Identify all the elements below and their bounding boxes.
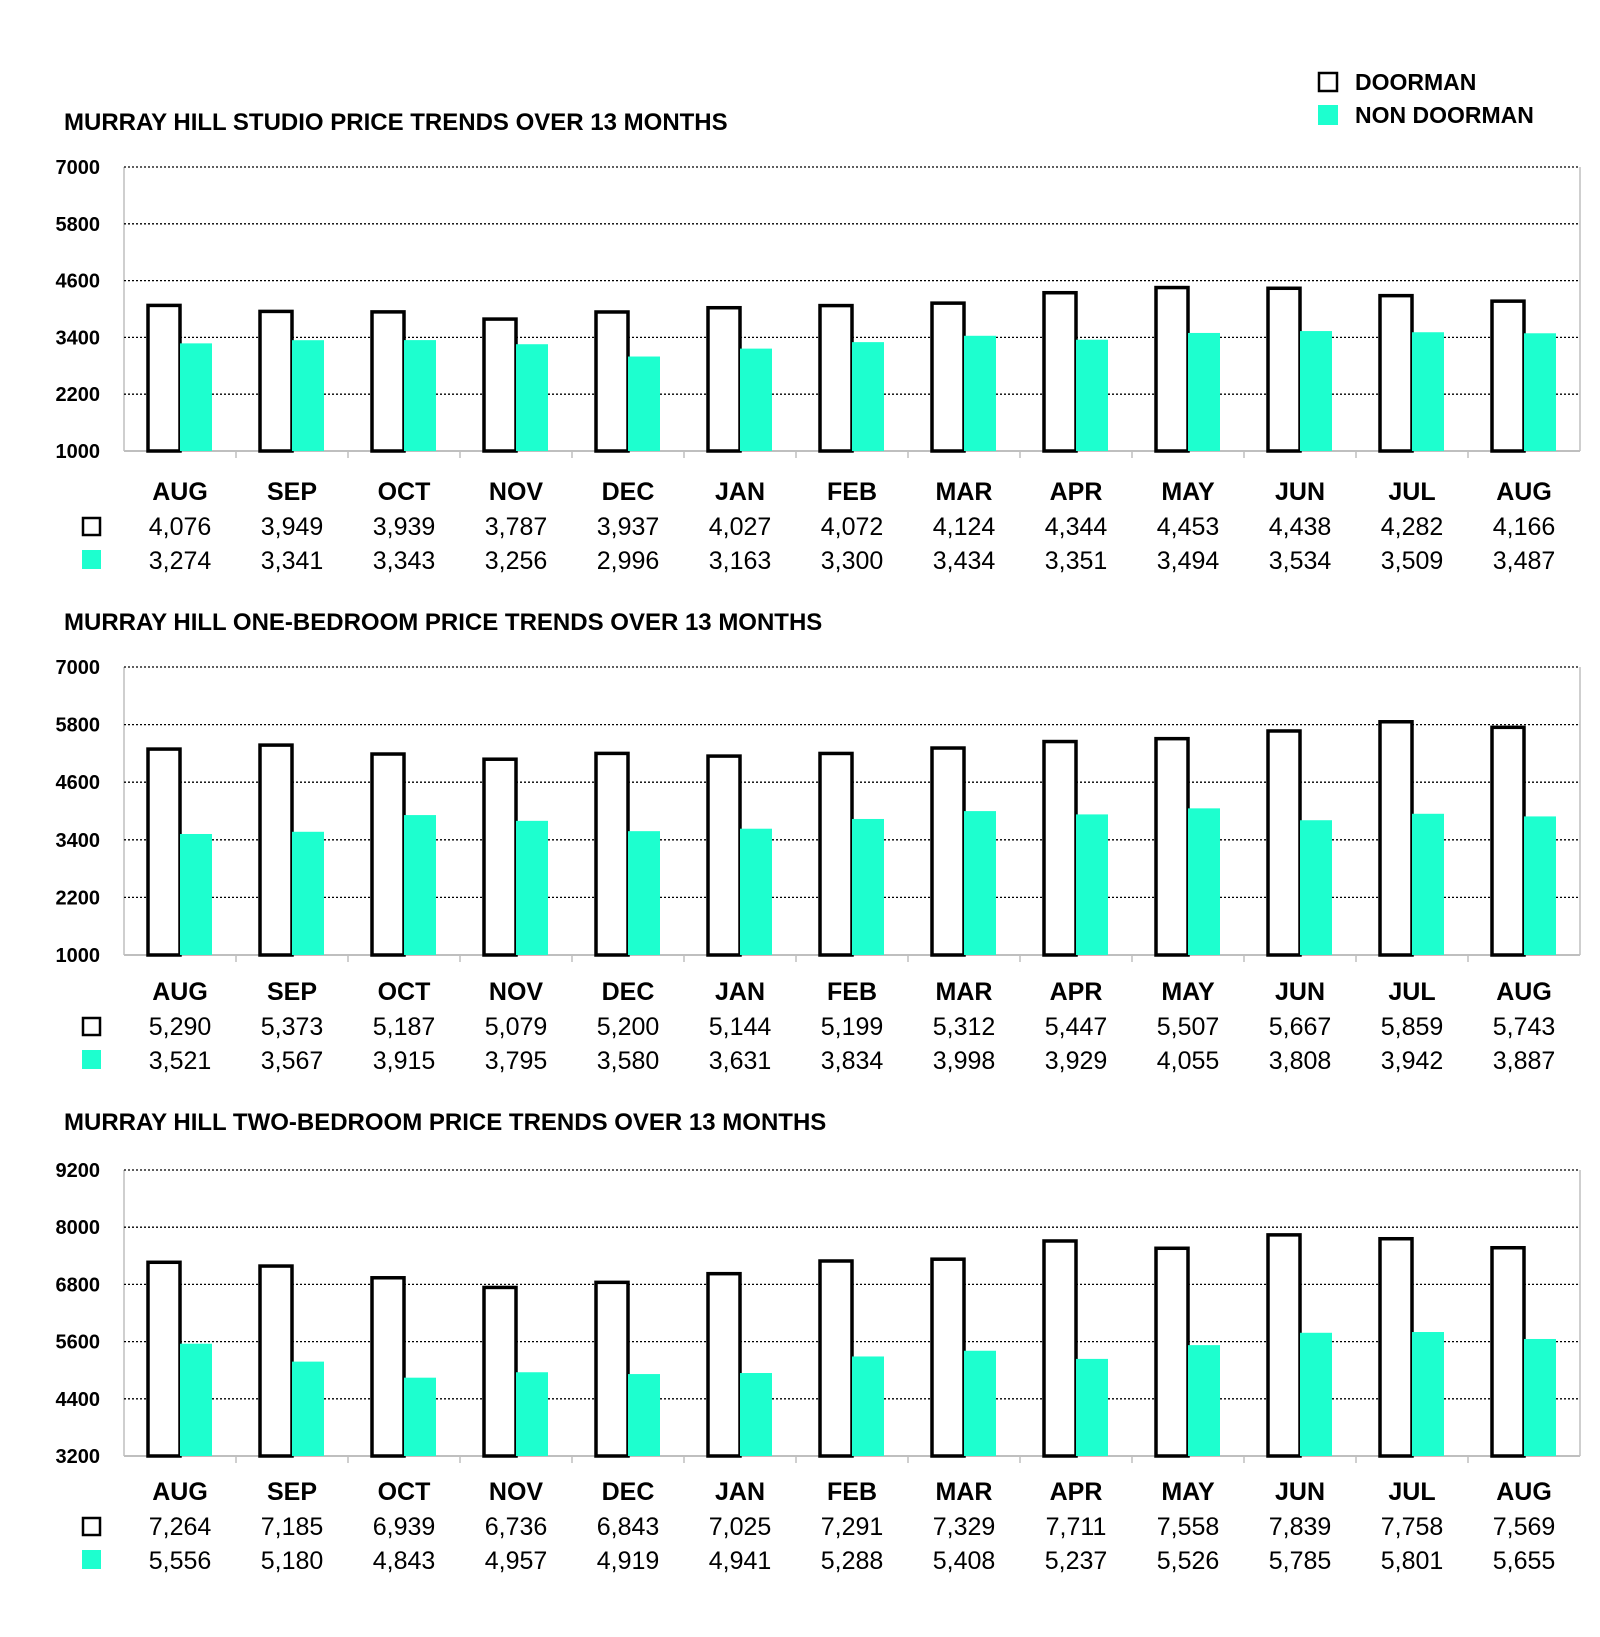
data-label-doorman: 7,329 [932, 1513, 996, 1541]
bar-doorman [1156, 288, 1188, 451]
data-label-non-doorman: 3,915 [372, 1047, 436, 1075]
data-label-doorman: 5,447 [1044, 1013, 1108, 1041]
bar-non-doorman [1300, 820, 1332, 955]
bar-non-doorman [404, 340, 436, 451]
data-label-doorman: 3,937 [596, 513, 660, 541]
table-key-non-doorman-icon [82, 550, 101, 569]
category-label: OCT [377, 1478, 431, 1506]
data-label-doorman: 3,939 [372, 513, 436, 541]
data-label-non-doorman: 5,556 [148, 1547, 212, 1575]
data-label-non-doorman: 4,055 [1156, 1047, 1220, 1075]
bar-non-doorman [964, 811, 996, 955]
data-label-doorman: 7,711 [1045, 1513, 1107, 1541]
y-tick-label: 9200 [55, 1160, 100, 1182]
category-label: JAN [714, 1478, 766, 1506]
table-key-doorman-icon [83, 1518, 100, 1535]
data-label-doorman: 5,187 [372, 1013, 436, 1041]
data-label-doorman: 4,124 [932, 513, 996, 541]
data-label-doorman: 6,939 [372, 1513, 436, 1541]
category-label: AUG [1496, 978, 1552, 1006]
category-label: MAR [935, 1478, 993, 1506]
data-label-doorman: 7,558 [1156, 1513, 1220, 1541]
bar-non-doorman [1412, 814, 1444, 955]
bar-doorman [596, 1282, 628, 1456]
category-label: JUN [1274, 978, 1326, 1006]
data-label-doorman: 4,438 [1268, 513, 1332, 541]
data-label-doorman: 5,312 [932, 1013, 996, 1041]
table-key-non-doorman-icon [82, 1550, 101, 1569]
data-label-non-doorman: 3,580 [596, 1047, 660, 1075]
data-label-non-doorman: 5,180 [260, 1547, 324, 1575]
category-label: MAR [935, 478, 993, 506]
bar-non-doorman [292, 832, 324, 955]
bar-doorman [1380, 722, 1412, 955]
bar-non-doorman [1076, 340, 1108, 451]
chart-title: MURRAY HILL STUDIO PRICE TRENDS OVER 13 MONTHS [64, 109, 728, 136]
category-label: NOV [488, 478, 544, 506]
y-tick-label: 5800 [55, 213, 100, 236]
bar-non-doorman [852, 342, 884, 451]
data-label-doorman: 5,079 [484, 1013, 548, 1041]
bar-non-doorman [404, 1378, 436, 1456]
category-label: NOV [488, 1478, 544, 1506]
y-tick-label: 4400 [55, 1388, 100, 1411]
data-label-non-doorman: 5,526 [1156, 1547, 1220, 1575]
legend-non-doorman-label: NON DOORMAN [1355, 102, 1534, 128]
bar-doorman [1044, 1241, 1076, 1456]
table-key-doorman-icon [83, 1018, 100, 1035]
data-label-doorman: 7,758 [1380, 1513, 1444, 1541]
data-label-doorman: 5,373 [260, 1013, 324, 1041]
data-label-non-doorman: 5,408 [932, 1547, 996, 1575]
data-label-non-doorman: 3,521 [148, 1047, 212, 1075]
bar-non-doorman [1524, 816, 1556, 955]
category-label: JUN [1274, 478, 1326, 506]
bar-doorman [260, 745, 292, 955]
data-label-non-doorman: 3,509 [1380, 547, 1444, 575]
category-label: AUG [152, 978, 208, 1006]
bar-doorman [260, 1266, 292, 1456]
data-label-non-doorman: 5,655 [1492, 1547, 1556, 1575]
y-tick-label: 1000 [55, 441, 100, 463]
category-label: FEB [827, 478, 877, 506]
category-label: AUG [152, 1478, 208, 1506]
bar-non-doorman [292, 340, 324, 451]
bar-non-doorman [1300, 1333, 1332, 1456]
chart-3 [56, 1109, 1581, 1575]
bar-non-doorman [516, 1372, 548, 1456]
data-label-doorman: 5,859 [1380, 1013, 1444, 1041]
legend [1318, 69, 1534, 128]
bar-doorman [1156, 1248, 1188, 1456]
data-label-doorman: 4,027 [708, 513, 772, 541]
category-label: MAR [935, 978, 993, 1006]
chart-title: MURRAY HILL TWO-BEDROOM PRICE TRENDS OVER 13 MONTHS [64, 1109, 827, 1136]
bar-doorman [1492, 727, 1524, 955]
data-label-non-doorman: 3,341 [260, 547, 324, 575]
y-tick-label: 7000 [55, 157, 100, 179]
bar-doorman [596, 312, 628, 451]
data-label-doorman: 7,569 [1492, 1513, 1556, 1541]
data-label-non-doorman: 2,996 [596, 547, 660, 575]
chart-2 [56, 609, 1581, 1075]
category-label: JUL [1388, 978, 1436, 1006]
bar-non-doorman [628, 357, 660, 451]
bar-doorman [372, 754, 404, 955]
bar-doorman [708, 308, 740, 451]
data-label-non-doorman: 3,998 [932, 1047, 996, 1075]
table-key-doorman-icon [83, 518, 100, 535]
category-label: AUG [1496, 478, 1552, 506]
bar-non-doorman [1076, 814, 1108, 955]
bar-doorman [484, 759, 516, 955]
y-tick-label: 3200 [55, 1446, 100, 1468]
data-label-doorman: 5,199 [820, 1013, 884, 1041]
chart-title: MURRAY HILL ONE-BEDROOM PRICE TRENDS OVER 13 MONTHS [64, 609, 823, 636]
bar-doorman [1492, 1248, 1524, 1456]
data-label-non-doorman: 4,919 [596, 1547, 660, 1575]
bar-doorman [1044, 742, 1076, 955]
bar-doorman [484, 319, 516, 451]
data-label-doorman: 7,185 [260, 1513, 324, 1541]
category-label: SEP [266, 1478, 318, 1506]
y-tick-label: 2200 [55, 887, 100, 910]
legend-doorman-swatch [1319, 73, 1337, 91]
bar-doorman [1044, 293, 1076, 451]
bar-non-doorman [852, 819, 884, 955]
bar-non-doorman [964, 336, 996, 451]
bar-non-doorman [516, 344, 548, 451]
bar-doorman [1268, 731, 1300, 955]
bar-non-doorman [1524, 1339, 1556, 1456]
bar-doorman [148, 749, 180, 955]
y-tick-label: 7000 [55, 657, 100, 679]
data-label-doorman: 4,166 [1492, 513, 1556, 541]
data-label-doorman: 7,025 [708, 1513, 772, 1541]
legend-non-doorman-swatch [1318, 105, 1338, 125]
data-label-non-doorman: 3,631 [708, 1047, 772, 1075]
category-label: AUG [1496, 1478, 1552, 1506]
data-label-doorman: 6,736 [484, 1513, 548, 1541]
bar-non-doorman [1076, 1359, 1108, 1456]
bar-non-doorman [180, 343, 212, 451]
category-label: MAY [1161, 1478, 1215, 1506]
data-label-doorman: 4,453 [1156, 513, 1220, 541]
bar-doorman [708, 756, 740, 955]
category-label: DEC [601, 478, 655, 506]
bar-non-doorman [180, 1344, 212, 1456]
data-label-non-doorman: 5,801 [1380, 1547, 1444, 1575]
bar-doorman [484, 1287, 516, 1456]
category-label: APR [1049, 1478, 1103, 1506]
data-label-non-doorman: 4,843 [372, 1547, 436, 1575]
category-label: MAY [1161, 478, 1215, 506]
y-tick-label: 3400 [55, 327, 100, 350]
data-label-non-doorman: 3,929 [1044, 1047, 1108, 1075]
data-label-non-doorman: 4,957 [484, 1547, 548, 1575]
category-label: JUN [1274, 1478, 1326, 1506]
bar-doorman [932, 303, 964, 451]
bar-doorman [1156, 739, 1188, 955]
category-label: SEP [266, 478, 318, 506]
bar-doorman [596, 753, 628, 955]
bar-non-doorman [180, 834, 212, 955]
y-tick-label: 1000 [55, 945, 100, 967]
bar-non-doorman [1300, 331, 1332, 451]
category-label: DEC [601, 978, 655, 1006]
data-label-doorman: 7,839 [1268, 1513, 1332, 1541]
data-label-non-doorman: 5,237 [1044, 1547, 1108, 1575]
charts-group [56, 109, 1581, 1575]
bar-non-doorman [1412, 332, 1444, 451]
bar-non-doorman [1188, 808, 1220, 955]
data-label-doorman: 5,507 [1156, 1013, 1220, 1041]
bar-non-doorman [740, 1373, 772, 1456]
category-label: JUL [1388, 478, 1436, 506]
bar-non-doorman [516, 821, 548, 955]
bar-non-doorman [852, 1356, 884, 1456]
bar-doorman [372, 312, 404, 451]
category-label: FEB [827, 1478, 877, 1506]
bar-non-doorman [292, 1362, 324, 1456]
bar-doorman [148, 305, 180, 451]
data-label-non-doorman: 3,300 [820, 547, 884, 575]
data-label-doorman: 4,282 [1380, 513, 1444, 541]
data-label-non-doorman: 3,808 [1268, 1047, 1332, 1075]
category-label: NOV [488, 978, 544, 1006]
data-label-non-doorman: 3,163 [708, 547, 772, 575]
data-label-non-doorman: 3,351 [1044, 547, 1108, 575]
data-label-non-doorman: 3,487 [1492, 547, 1556, 575]
category-label: MAY [1161, 978, 1215, 1006]
bar-doorman [820, 753, 852, 955]
bar-non-doorman [628, 1374, 660, 1456]
data-label-doorman: 5,144 [708, 1013, 772, 1041]
y-tick-label: 8000 [55, 1217, 100, 1240]
data-label-doorman: 5,667 [1268, 1013, 1332, 1041]
category-label: FEB [827, 978, 877, 1006]
bar-doorman [820, 306, 852, 451]
category-label: OCT [377, 478, 431, 506]
data-label-non-doorman: 3,567 [260, 1047, 324, 1075]
data-label-non-doorman: 3,887 [1492, 1047, 1556, 1075]
category-label: APR [1049, 478, 1103, 506]
bar-non-doorman [1412, 1332, 1444, 1456]
bar-doorman [932, 748, 964, 955]
bar-doorman [1380, 1239, 1412, 1456]
table-key-non-doorman-icon [82, 1050, 101, 1069]
category-label: SEP [266, 978, 318, 1006]
bar-doorman [148, 1262, 180, 1456]
bar-doorman [932, 1259, 964, 1456]
legend-doorman-label: DOORMAN [1355, 69, 1477, 95]
data-label-non-doorman: 3,343 [372, 547, 436, 575]
y-tick-label: 5800 [55, 714, 100, 737]
bar-doorman [1492, 301, 1524, 451]
data-label-non-doorman: 5,785 [1268, 1547, 1332, 1575]
data-label-doorman: 5,290 [148, 1013, 212, 1041]
bar-non-doorman [1188, 333, 1220, 451]
category-label: DEC [601, 1478, 655, 1506]
data-label-non-doorman: 3,942 [1380, 1047, 1444, 1075]
data-label-non-doorman: 5,288 [820, 1547, 884, 1575]
data-label-doorman: 5,743 [1492, 1013, 1556, 1041]
data-label-doorman: 6,843 [596, 1513, 660, 1541]
bar-doorman [1268, 1235, 1300, 1456]
y-tick-label: 6800 [55, 1274, 100, 1297]
data-label-doorman: 4,076 [148, 513, 212, 541]
category-label: JUL [1388, 1478, 1436, 1506]
y-tick-label: 3400 [55, 829, 100, 852]
data-label-non-doorman: 3,534 [1268, 547, 1332, 575]
y-tick-label: 5600 [55, 1331, 100, 1354]
data-label-doorman: 7,264 [148, 1513, 212, 1541]
category-label: OCT [377, 978, 431, 1006]
data-label-non-doorman: 4,941 [708, 1547, 772, 1575]
bar-non-doorman [964, 1351, 996, 1456]
bar-non-doorman [740, 829, 772, 955]
data-label-doorman: 3,949 [260, 513, 324, 541]
bar-doorman [820, 1261, 852, 1456]
bar-doorman [1380, 296, 1412, 451]
bar-doorman [372, 1278, 404, 1456]
y-tick-label: 2200 [55, 384, 100, 407]
category-label: AUG [152, 478, 208, 506]
bar-non-doorman [628, 831, 660, 955]
bar-doorman [1268, 288, 1300, 451]
data-label-doorman: 5,200 [596, 1013, 660, 1041]
bar-non-doorman [1188, 1345, 1220, 1456]
data-label-non-doorman: 3,494 [1156, 547, 1220, 575]
data-label-doorman: 3,787 [484, 513, 548, 541]
bar-non-doorman [1524, 333, 1556, 451]
data-label-non-doorman: 3,834 [820, 1047, 884, 1075]
category-label: JAN [714, 978, 766, 1006]
bar-doorman [708, 1274, 740, 1456]
data-label-doorman: 7,291 [820, 1513, 884, 1541]
bar-non-doorman [404, 815, 436, 955]
bar-non-doorman [740, 349, 772, 451]
chart-1 [56, 109, 1581, 575]
bar-doorman [260, 311, 292, 451]
y-tick-label: 4600 [55, 772, 100, 795]
category-label: JAN [714, 478, 766, 506]
y-tick-label: 4600 [55, 270, 100, 293]
data-label-doorman: 4,344 [1044, 513, 1108, 541]
data-label-non-doorman: 3,274 [148, 547, 212, 575]
data-label-non-doorman: 3,795 [484, 1047, 548, 1075]
data-label-non-doorman: 3,434 [932, 547, 996, 575]
data-label-doorman: 4,072 [820, 513, 884, 541]
data-label-non-doorman: 3,256 [484, 547, 548, 575]
category-label: APR [1049, 978, 1103, 1006]
